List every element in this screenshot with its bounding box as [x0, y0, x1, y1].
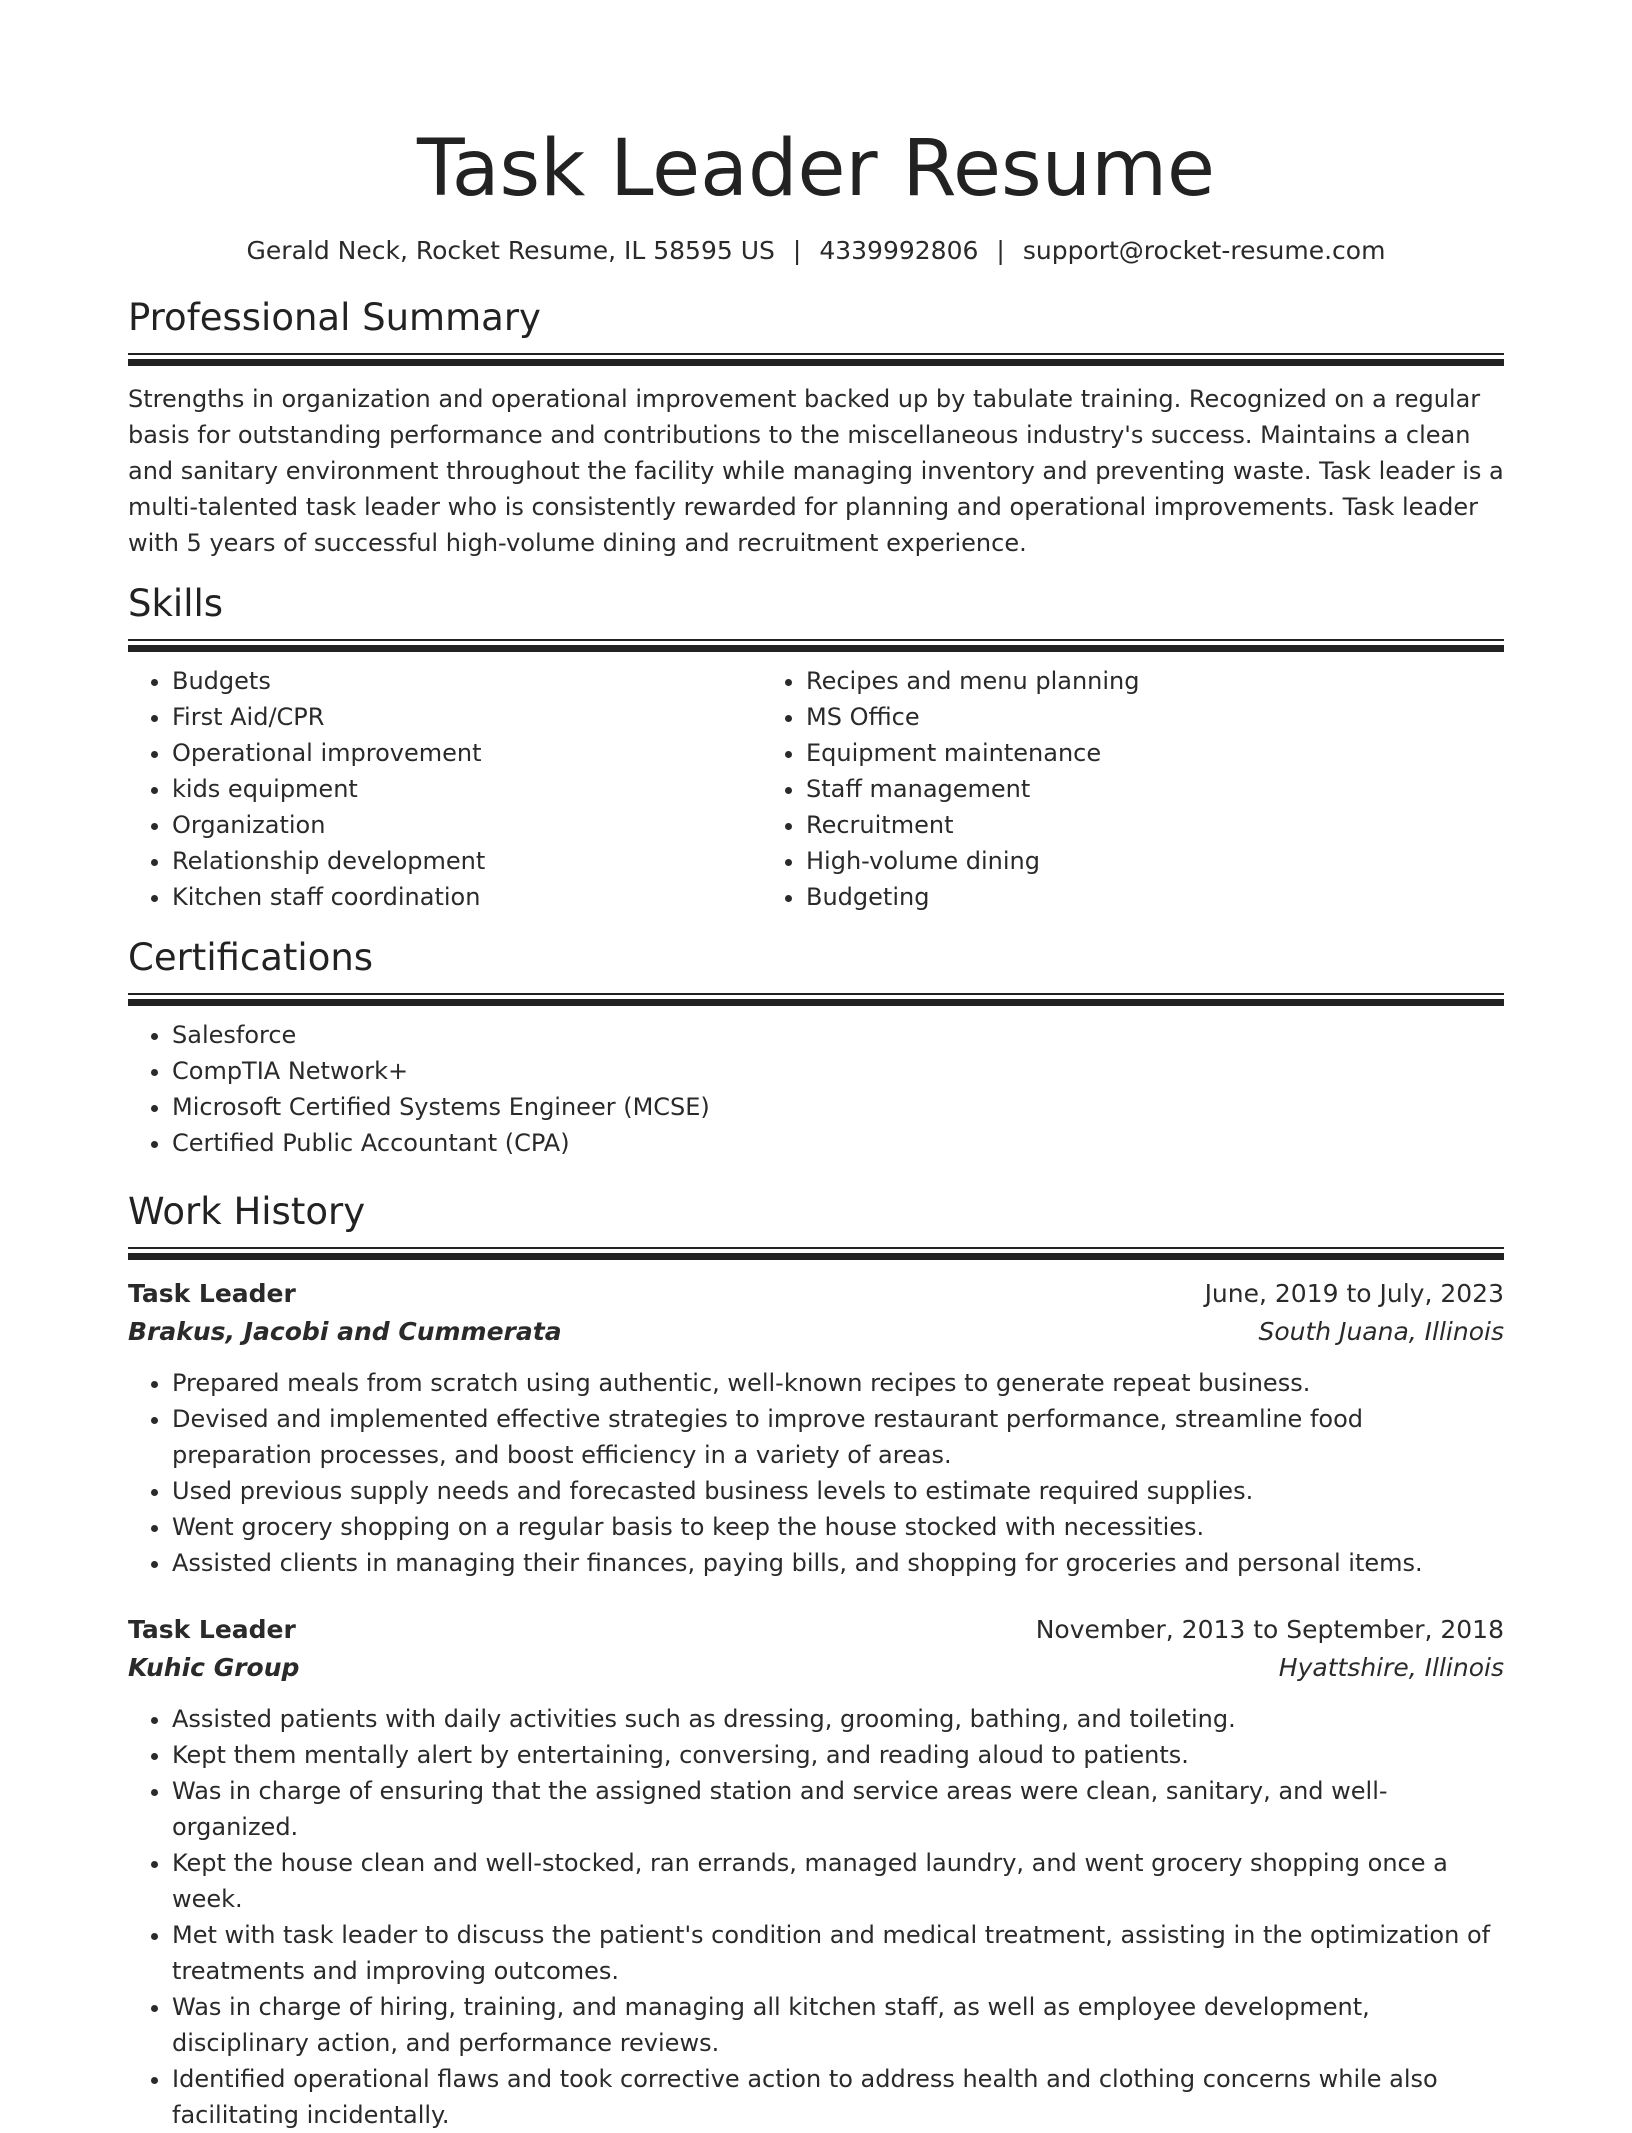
certifications-list — [128, 1017, 1504, 1161]
job-duties-list — [128, 1701, 1504, 2133]
job-duty: • Assisted patients with daily activities such as dressing, grooming, bathing, and toileting. — [172, 1701, 1504, 1737]
contact-email: support@rocket-resume.com — [1022, 236, 1386, 265]
job-duty: • Kept them mentally alert by entertaining, conversing, and reading aloud to patients. — [172, 1737, 1504, 1773]
job-header-row — [128, 1611, 1504, 1649]
job-location: South Juana, Illinois — [1258, 1317, 1504, 1346]
job-dates: June, 2019 to July, 2023 — [1204, 1279, 1504, 1308]
section-divider — [128, 353, 1504, 367]
job-entry — [128, 1275, 1504, 1581]
job-duties-list — [128, 1365, 1504, 1581]
resume-page — [128, 0, 1504, 2133]
contact-separator: | — [996, 236, 1005, 265]
skill-item: • Kitchen staff coordination — [172, 879, 762, 915]
job-duty: • Went grocery shopping on a regular basis to keep the house stocked with necessities. — [172, 1509, 1504, 1545]
job-duty: • Was in charge of hiring, training, and managing all kitchen staff, as well as employee development, disciplinary action, and performance reviews. — [172, 1989, 1504, 2061]
job-duty: • Used previous supply needs and forecasted business levels to estimate required supplies. — [172, 1473, 1504, 1509]
skill-item: • Recruitment — [806, 807, 1396, 843]
skills-section — [128, 581, 1504, 915]
section-divider — [128, 639, 1504, 653]
job-duty: • Prepared meals from scratch using authentic, well-known recipes to generate repeat business. — [172, 1365, 1504, 1401]
skill-item: • Equipment maintenance — [806, 735, 1396, 771]
skill-item: • kids equipment — [172, 771, 762, 807]
skill-item: • Budgets — [172, 663, 762, 699]
work-history-heading: Work History — [128, 1190, 366, 1233]
job-company-row — [128, 1649, 1504, 1687]
job-duty: • Kept the house clean and well-stocked, ran errands, managed laundry, and went grocery shopping once a week. — [172, 1845, 1504, 1917]
job-dates: November, 2013 to September, 2018 — [1035, 1615, 1504, 1644]
certification-item: • Microsoft Certified Systems Engineer (MCSE) — [172, 1089, 1504, 1125]
contact-separator: | — [792, 236, 802, 265]
job-entry — [128, 1611, 1504, 2133]
contact-address: Gerald Neck, Rocket Resume, IL 58595 US — [246, 236, 775, 265]
certification-item: • Salesforce — [172, 1017, 1504, 1053]
skills-list-left — [128, 663, 762, 915]
skill-item: • Operational improvement — [172, 735, 762, 771]
skill-item: • Relationship development — [172, 843, 762, 879]
work-history-section — [128, 1189, 1504, 2133]
job-duty: • Devised and implemented effective strategies to improve restaurant performance, streamline food preparation processes, and boost efficiency in a variety of areas. — [172, 1401, 1504, 1473]
skills-list-right — [762, 663, 1396, 915]
skill-item: • First Aid/CPR — [172, 699, 762, 735]
skills-grid — [128, 653, 1504, 915]
certification-item: • Certified Public Accountant (CPA) — [172, 1125, 1504, 1161]
summary-text: Strengths in organization and operational improvement backed up by tabulate training. Recognized on a regular basis for outstanding performance and contributions to the miscellaneous industry's success. Maintains a clean and sanitary environment throughout the facility while managing inventory and preventing waste. Task leader is a multi-talented task leader who is consistently rewarded for planning and operational improvements. Task leader with 5 years of successful high-volume dining and recruitment experience. — [128, 385, 1504, 557]
job-title: Task Leader — [128, 1279, 296, 1308]
job-company: Kuhic Group — [128, 1653, 300, 1682]
resume-title: Task Leader Resume — [416, 124, 1216, 214]
job-duty: • Was in charge of ensuring that the assigned station and service areas were clean, sanitary, and well-organized. — [172, 1773, 1504, 1845]
skill-item: • Budgeting — [806, 879, 1396, 915]
job-company: Brakus, Jacobi and Cummerata — [128, 1317, 562, 1346]
certification-item: • CompTIA Network+ — [172, 1053, 1504, 1089]
summary-heading: Professional Summary — [128, 296, 541, 339]
section-divider — [128, 1247, 1504, 1261]
job-duty: • Met with task leader to discuss the patient's condition and medical treatment, assisting in the optimization of treatments and improving outcomes. — [172, 1917, 1504, 1989]
job-company-row — [128, 1313, 1504, 1351]
skill-item: • MS Office — [806, 699, 1396, 735]
section-divider — [128, 993, 1504, 1007]
job-title: Task Leader — [128, 1615, 296, 1644]
skills-heading: Skills — [128, 582, 224, 625]
job-duty: • Assisted clients in managing their finances, paying bills, and shopping for groceries and personal items. — [172, 1545, 1504, 1581]
skill-item: • Organization — [172, 807, 762, 843]
skill-item: • Staff management — [806, 771, 1396, 807]
job-header-row — [128, 1275, 1504, 1313]
summary-section — [128, 295, 1504, 561]
contact-phone: 4339992806 — [819, 236, 979, 265]
job-location: Hyattshire, Illinois — [1278, 1653, 1504, 1682]
skill-item: • Recipes and menu planning — [806, 663, 1396, 699]
job-duty: • Identified operational flaws and took corrective action to address health and clothing concerns while also facilitating incidentally. — [172, 2061, 1504, 2133]
skill-item: • High-volume dining — [806, 843, 1396, 879]
contact-line — [128, 235, 1504, 267]
certifications-heading: Certifications — [128, 936, 374, 979]
certifications-section — [128, 935, 1504, 1161]
